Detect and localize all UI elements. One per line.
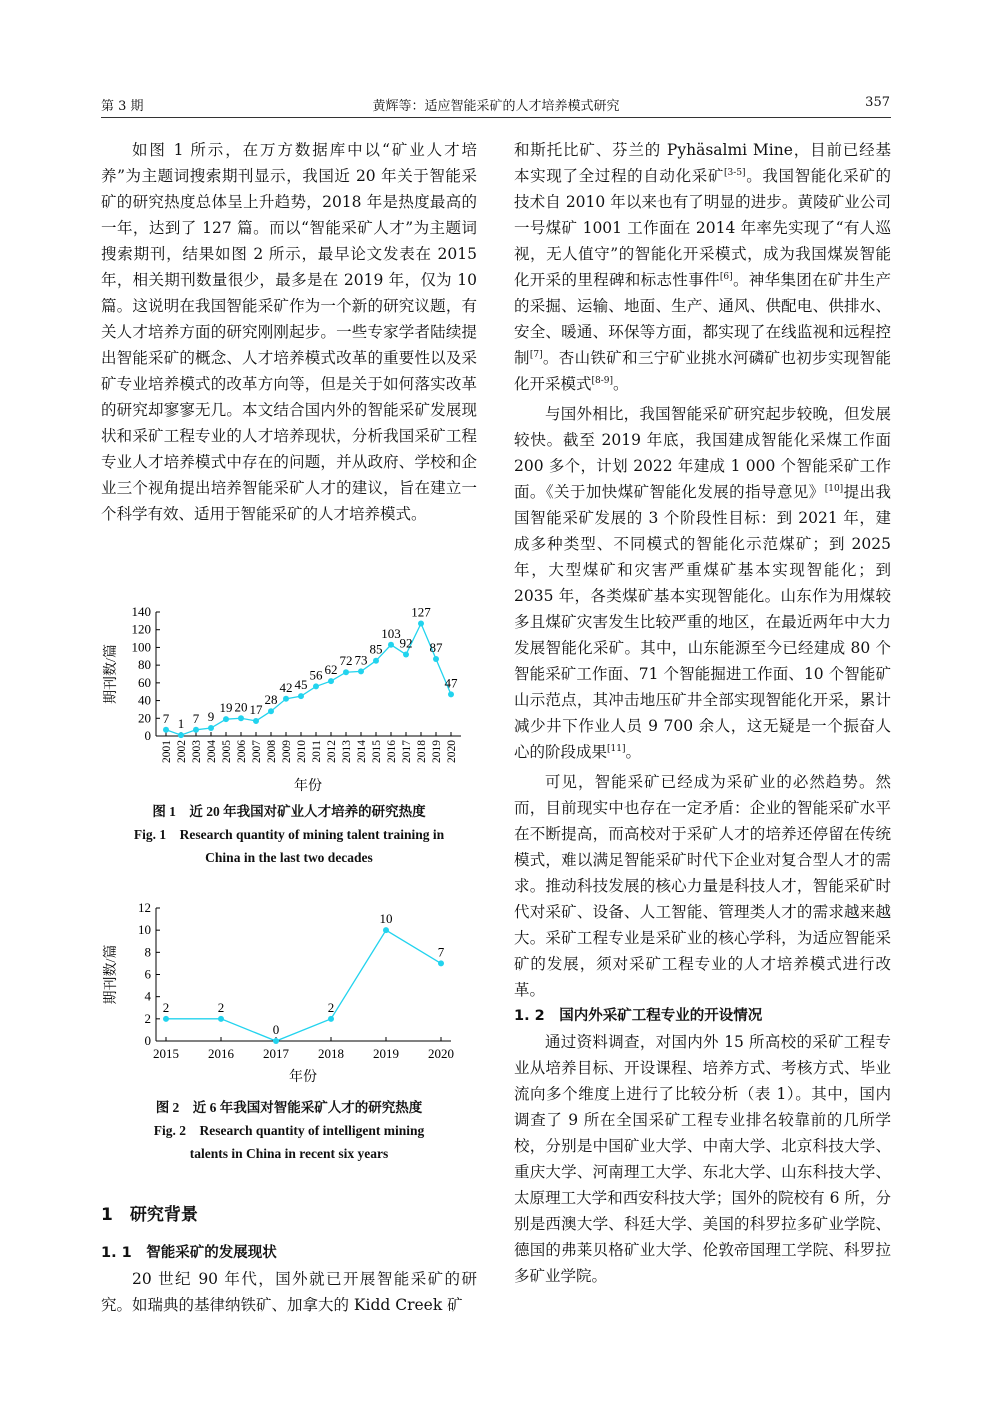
issue-number: 第 3 期 — [101, 99, 144, 114]
y-tick-label: 20 — [138, 710, 151, 726]
x-tick-label: 2015 — [153, 1046, 179, 1061]
x-tick-label: 2011 — [311, 740, 323, 763]
subsection-heading: 1. 1 智能采矿的发展现状 — [101, 1245, 277, 1261]
x-tick-label: 2003 — [191, 740, 203, 763]
x-tick-label: 2010 — [296, 740, 308, 763]
data-label: 7 — [437, 944, 445, 960]
data-label: 42 — [279, 679, 293, 695]
x-tick-label: 2020 — [446, 740, 458, 763]
left-column-bottom — [101, 1266, 477, 1318]
x-tick-label: 2016 — [208, 1046, 234, 1061]
data-label: 45 — [294, 677, 308, 693]
y-tick-label: 8 — [144, 944, 151, 960]
data-point — [208, 725, 214, 731]
citation: [8-9] — [591, 375, 614, 386]
data-label: 2 — [162, 999, 170, 1015]
data-label: 56 — [309, 667, 323, 683]
x-axis-label: 年份 — [294, 779, 322, 794]
figure-2-caption — [101, 1096, 477, 1165]
x-tick-label: 2014 — [356, 740, 368, 763]
data-point — [218, 1016, 224, 1022]
y-tick-label: 80 — [138, 657, 151, 673]
x-tick-label: 2019 — [431, 740, 443, 763]
data-point — [383, 927, 389, 933]
x-tick-label: 2017 — [401, 740, 413, 763]
data-label: 47 — [444, 675, 458, 691]
x-tick-label: 2020 — [428, 1046, 454, 1061]
data-point — [193, 727, 199, 733]
x-axis-label: 年份 — [289, 1070, 317, 1085]
x-tick-label: 2017 — [263, 1046, 289, 1061]
citation: [11] — [607, 743, 626, 754]
running-title: 黄辉等：适应智能采矿的人才培养模式研究 — [372, 99, 620, 114]
figure-2-caption-cn: 图 2 近 6 年我国对智能采矿人才的研究热度 — [155, 1100, 423, 1115]
paragraph: 和斯托比矿、芬兰的 Pyhäsalmi Mine，目前已经基本实现了全过程的自动化采矿[3-5]。我国智能化采矿的技术自 2010 年以来也有了明显的进步。黄陵矿业公司一号煤矿 1001 工作面在 2014 年率先实现了“有人巡视，无人值守”的智能化开采模式，成为我国煤炭智能化开采的里程碑和标志性事件[6]。神华集团在矿井生产的采掘、运输、地面、生产、通风、供配电、供排水、安全、暖通、环保等方面，都实现了在线监视和远程控制[7]。杏山铁矿和三宁矿业挑水河磷矿也初步实现智能化开采模式[8-9]。 — [514, 141, 891, 393]
figure-1-caption-en: China in the last two decades — [205, 850, 373, 865]
y-tick-label: 100 — [131, 639, 151, 655]
data-point — [343, 669, 349, 675]
data-label: 20 — [234, 699, 248, 715]
data-label: 62 — [324, 662, 338, 678]
citation: [7] — [529, 349, 543, 360]
x-tick-label: 2018 — [318, 1046, 344, 1061]
x-tick-label: 2002 — [176, 740, 188, 763]
y-tick-label: 6 — [144, 966, 151, 982]
data-point — [238, 715, 244, 721]
y-tick-label: 60 — [138, 674, 151, 690]
data-point — [358, 668, 364, 674]
x-tick-label: 2004 — [206, 740, 218, 763]
x-tick-label: 2015 — [371, 740, 383, 763]
data-label: 2 — [217, 999, 225, 1015]
x-tick-label: 2001 — [161, 740, 173, 763]
x-tick-label: 2005 — [221, 740, 233, 763]
y-tick-label: 10 — [138, 922, 151, 938]
x-tick-label: 2007 — [251, 740, 263, 763]
data-point — [328, 678, 334, 684]
paragraph: 与国外相比，我国智能采矿研究起步较晚，但发展较快。截至 2019 年底，我国建成智能化采煤工作面 200 多个，计划 2022 年建成 1 000 个智能采矿工作面。《关于加快煤矿智能化发展的指导意见》[10]提出我国智能采矿发展的 3 个阶段性目标：到 2021 年，建成多种类型、不同模式的智能化示范煤矿；到 2025 年，大型煤矿和灾害严重煤矿基本实现智能化；到 2035 年，各类煤矿基本实现智能化。山东作为用煤较多且煤矿灾害发生比较严重的地区，在最近两年中大力发展智能化采矿。其中，山东能源至今已经建成 80 个智能采矿工作面、71 个智能掘进工作面、10 个智能矿山示范点，其冲击地压矿井全部实现智能化开采，累计减少井下作业人员 9 700 余人，这无疑是一个振奋人心的阶段成果[11]。 — [514, 405, 891, 761]
y-axis-label: 期刊数/篇 — [104, 944, 119, 1005]
data-label: 2 — [327, 999, 335, 1015]
paragraph: 可见，智能采矿已经成为采矿业的必然趋势。然而，目前现实中也存在一定矛盾：企业的智能采矿水平在不断提高，而高校对于采矿人才的培养还停留在传统模式，难以满足智能采矿时代下企业对复合型人才的需求。推动科技发展的核心力量是科技人才，智能采矿时代对采矿、设备、人工智能、管理类人才的需求越来越大。采矿工程专业是采矿业的核心学科，为适应智能采矿的发展，须对采矿工程专业的人才培养模式进行改革。 — [514, 773, 891, 999]
figure-1-chart — [101, 600, 477, 800]
data-label: 127 — [411, 604, 431, 620]
paragraph: 通过资料调查，对国内外 15 所高校的采矿工程专业从培养目标、开设课程、培养方式、考核方式、毕业流向多个维度上进行了比较分析（表 1）。其中，国内调查了 9 所在全国采矿工程专业排名较靠前的几所学校，分别是中国矿业大学、中南大学、北京科技大学、重庆大学、河南理工大学、东北大学、山东科技大学、太原理工大学和西安科技大学；国外的院校有 6 所，分别是西澳大学、科廷大学、美国的科罗拉多矿业学院、德国的弗莱贝格矿业大学、伦敦帝国理工学院、科罗拉多矿业学院。 — [514, 1033, 891, 1285]
data-point — [268, 708, 274, 714]
data-point — [403, 652, 409, 658]
data-point — [273, 1038, 279, 1044]
data-label: 28 — [264, 692, 278, 708]
page-number: 357 — [865, 95, 890, 110]
data-point — [223, 716, 229, 722]
paragraph: 20 世纪 90 年代，国外就已开展智能采矿的研究。如瑞典的基律纳铁矿、加拿大的 Kidd Creek 矿 — [101, 1270, 477, 1314]
citation: [3-5] — [724, 167, 746, 178]
figure-2-caption-en: Fig. 2 Research quantity of intelligent mining — [153, 1123, 425, 1138]
data-point — [448, 691, 454, 697]
data-label: 10 — [379, 911, 393, 927]
data-label: 73 — [354, 652, 368, 668]
data-label: 7 — [192, 710, 200, 726]
x-tick-label: 2013 — [341, 740, 353, 763]
data-point — [418, 621, 424, 627]
subsection-heading: 1. 2 国内外采矿工程专业的开设情况 — [514, 1008, 763, 1024]
left-column-top — [101, 137, 477, 527]
data-label: 7 — [162, 710, 170, 726]
data-label: 9 — [207, 709, 215, 725]
data-point — [373, 658, 379, 664]
y-tick-label: 2 — [144, 1010, 151, 1026]
data-point — [433, 656, 439, 662]
x-tick-label: 2009 — [281, 740, 293, 763]
x-tick-label: 2019 — [373, 1046, 399, 1061]
data-point — [178, 732, 184, 738]
section-heading: 1 研究背景 — [101, 1205, 198, 1225]
paragraph: 如图 1 所示，在万方数据库中以“矿业人才培养”为主题词搜索期刊显示，我国近 20 年关于智能采矿的研究热度总体呈上升趋势，2018 年是热度最高的一年，达到了 127 篇。而以“智能采矿人才”为主题词搜索期刊，结果如图 2 所示，最早论文发表在 2015 年，相关期刊数量很少，最多是在 2019 年，仅为 10 篇。这说明在我国智能采矿作为一个新的研究议题，有关人才培养方面的研究刚刚起步。一些专家学者陆续提出智能采矿的概念、人才培养模式改革的重要性以及采矿专业培养模式的改革方向等，但是关于如何落实改革的研究却寥寥无几。本文结合国内外的智能采矿发展现状和采矿工程专业的人才培养现状，分析我国采矿工程专业人才培养模式中存在的问题，并从政府、学校和企业三个视角提出培养智能采矿人才的建议，旨在建立一个科学有效、适用于智能采矿的人才培养模式。 — [101, 141, 477, 523]
x-tick-label: 2018 — [416, 740, 428, 763]
data-label: 87 — [429, 639, 443, 655]
y-tick-label: 12 — [138, 900, 151, 915]
data-line — [166, 930, 441, 1041]
data-point — [328, 1016, 334, 1022]
data-label: 85 — [369, 641, 383, 657]
data-point — [438, 960, 444, 966]
y-tick-label: 0 — [144, 728, 151, 743]
figure-1-caption-en: Fig. 1 Research quantity of mining talent training in — [133, 827, 445, 842]
x-tick-label: 2016 — [386, 740, 398, 763]
figure-1-caption — [101, 800, 477, 869]
y-tick-label: 140 — [131, 604, 151, 619]
citation: [10] — [824, 483, 844, 494]
data-label: 1 — [177, 716, 185, 732]
figure-2-chart — [101, 898, 477, 1088]
data-point — [388, 642, 394, 648]
data-label: 19 — [219, 700, 233, 716]
y-tick-label: 40 — [138, 692, 151, 708]
data-point — [163, 1016, 169, 1022]
citation: [6] — [719, 271, 733, 282]
right-column — [514, 137, 891, 1289]
data-point — [283, 696, 289, 702]
x-tick-label: 2012 — [326, 740, 338, 763]
data-point — [253, 718, 259, 724]
x-tick-label: 2008 — [266, 740, 278, 763]
figure-2-caption-en: talents in China in recent six years — [189, 1146, 389, 1161]
data-label: 92 — [399, 635, 413, 651]
data-point — [313, 683, 319, 689]
y-tick-label: 120 — [131, 621, 151, 637]
data-label: 17 — [249, 701, 263, 717]
data-label: 72 — [339, 653, 353, 669]
x-tick-label: 2006 — [236, 740, 248, 763]
data-point — [163, 727, 169, 733]
data-label: 103 — [381, 625, 401, 641]
header-rule — [101, 117, 891, 118]
y-tick-label: 4 — [144, 988, 151, 1004]
y-tick-label: 0 — [144, 1033, 151, 1048]
figure-1-caption-cn: 图 1 近 20 年我国对矿业人才培养的研究热度 — [152, 804, 426, 819]
data-point — [298, 693, 304, 699]
y-axis-label: 期刊数/篇 — [104, 644, 119, 704]
data-label: 0 — [272, 1022, 280, 1037]
